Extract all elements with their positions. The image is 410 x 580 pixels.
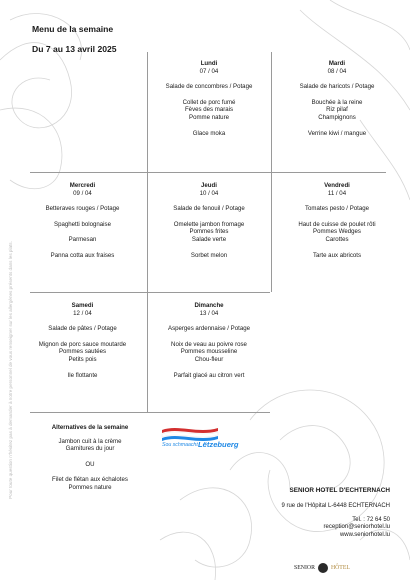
day-date: 10 / 04 — [199, 189, 219, 197]
main-item: Petits pois — [68, 355, 97, 363]
main-item: Spaghetti bolognaise — [54, 220, 111, 228]
senior-logo-right-text: HÔTEL — [330, 565, 350, 571]
day-date: 09 / 04 — [73, 189, 92, 197]
main-item: Parmesan — [68, 236, 97, 244]
main-item: Chou-fleur — [194, 355, 224, 363]
main-item: Noix de veau au poivre rose — [171, 340, 247, 348]
senior-logo-mark-icon — [318, 563, 328, 573]
main-item: Carottes — [325, 235, 349, 243]
main-item: Pommes sautées — [58, 348, 107, 356]
dessert: Parfait glacé au citron vert — [173, 371, 245, 379]
main-item: Haut de cuisse de poulet rôti — [298, 220, 376, 228]
dessert: Glace moka — [192, 129, 226, 137]
main-item: Bouchée à la reine — [311, 98, 363, 106]
senior-hotel-logo — [294, 563, 350, 573]
starter: Betteraves rouges / Potage — [45, 205, 120, 213]
day-cell-jeudi — [147, 182, 271, 259]
hotel-email[interactable]: reception@seniorhotel.lu — [323, 524, 390, 531]
dessert: Tarte aux abricots — [312, 251, 362, 259]
day-date: 08 / 04 — [327, 67, 347, 75]
main-item: Collet de porc fumé — [182, 98, 236, 106]
alternatives-title: Alternatives de la semaine — [51, 424, 129, 431]
day-name: Samedi — [71, 302, 94, 309]
main-item: Riz pilaf — [326, 106, 348, 114]
day-cell-vendredi — [271, 182, 403, 259]
day-cell-dimanche — [147, 302, 271, 379]
dessert: Verrine kiwi / mangue — [307, 129, 367, 137]
alternative-item: Jambon cuit à la crème — [58, 437, 122, 445]
allergen-note: Pour toute question n'hésitez pas à demander à notre personnel de vous renseigner sur les allergènes présents dans les plats. — [8, 241, 13, 499]
alternatives-or: OU — [85, 460, 95, 468]
day-date: 11 / 04 — [327, 189, 347, 197]
hotel-address: 9 rue de l'Hôpital L-6448 ECHTERNACH — [281, 502, 390, 509]
dessert: Ile flottante — [67, 371, 98, 379]
hotel-name: SENIOR HOTEL D'ECHTERNACH — [289, 487, 390, 494]
day-date: 12 / 04 — [73, 309, 92, 317]
menu-dates: Du 7 au 13 avril 2025 — [32, 44, 117, 54]
main-item: Pommes mousseline — [180, 348, 238, 356]
sou-schmaacht-letzebuerg-logo — [158, 420, 258, 452]
day-name: Vendredi — [324, 182, 350, 189]
hotel-website[interactable]: www.seniorhotel.lu — [339, 532, 390, 539]
alternative-item: Filet de flétan aux échalotes — [52, 476, 128, 484]
day-date: 07 / 04 — [199, 67, 219, 75]
senior-logo-left-text: SENIOR — [294, 565, 315, 571]
main-item: Pommes Wedges — [313, 228, 361, 236]
starter: Tomates pesto / Potage — [304, 205, 370, 213]
lux-logo-top-text: Sou schmaacht — [162, 442, 198, 448]
day-name: Lundi — [200, 60, 218, 67]
main-item: Salade verte — [191, 235, 227, 243]
menu-title: Menu de la semaine — [32, 24, 114, 34]
starter: Salade de concombres / Potage — [165, 83, 253, 91]
starter: Salade de pâtes / Potage — [48, 325, 117, 333]
grid-line-h2 — [30, 292, 270, 293]
day-cell-mercredi — [18, 182, 147, 260]
main-item: Champignons — [318, 113, 356, 121]
day-name: Mardi — [328, 60, 346, 67]
dessert: Panna cotta aux fraises — [50, 251, 115, 259]
day-cell-mardi — [271, 60, 403, 137]
alternative-item: Garnitures du jour — [65, 445, 115, 453]
hotel-info — [240, 487, 390, 540]
day-date: 13 / 04 — [199, 309, 219, 317]
alternatives-section — [24, 424, 156, 492]
day-cell-lundi — [147, 60, 271, 137]
grid-line-h3 — [30, 412, 270, 413]
main-item: Omelette jambon fromage — [173, 220, 245, 228]
day-name: Jeudi — [201, 182, 217, 189]
main-item: Pomme nature — [189, 113, 229, 121]
day-name: Dimanche — [194, 302, 224, 309]
starter: Salade de haricots / Potage — [299, 83, 375, 91]
day-cell-samedi — [18, 302, 147, 379]
hotel-tel: Tel. : 72 64 50 — [352, 516, 390, 523]
alternative-item: Pommes nature — [68, 483, 112, 491]
starter: Salade de fenouil / Potage — [173, 205, 245, 213]
lux-logo-bottom-text: Lëtzebuerg — [198, 440, 239, 449]
starter: Asperges ardennaise / Potage — [168, 325, 250, 333]
dessert: Sorbet melon — [190, 251, 228, 259]
day-name: Mercredi — [69, 182, 96, 189]
main-item: Fèves des marais — [184, 106, 234, 114]
main-item: Pommes frites — [189, 228, 229, 236]
grid-line-h1 — [30, 172, 386, 173]
main-item: Mignon de porc sauce moutarde — [38, 340, 127, 348]
